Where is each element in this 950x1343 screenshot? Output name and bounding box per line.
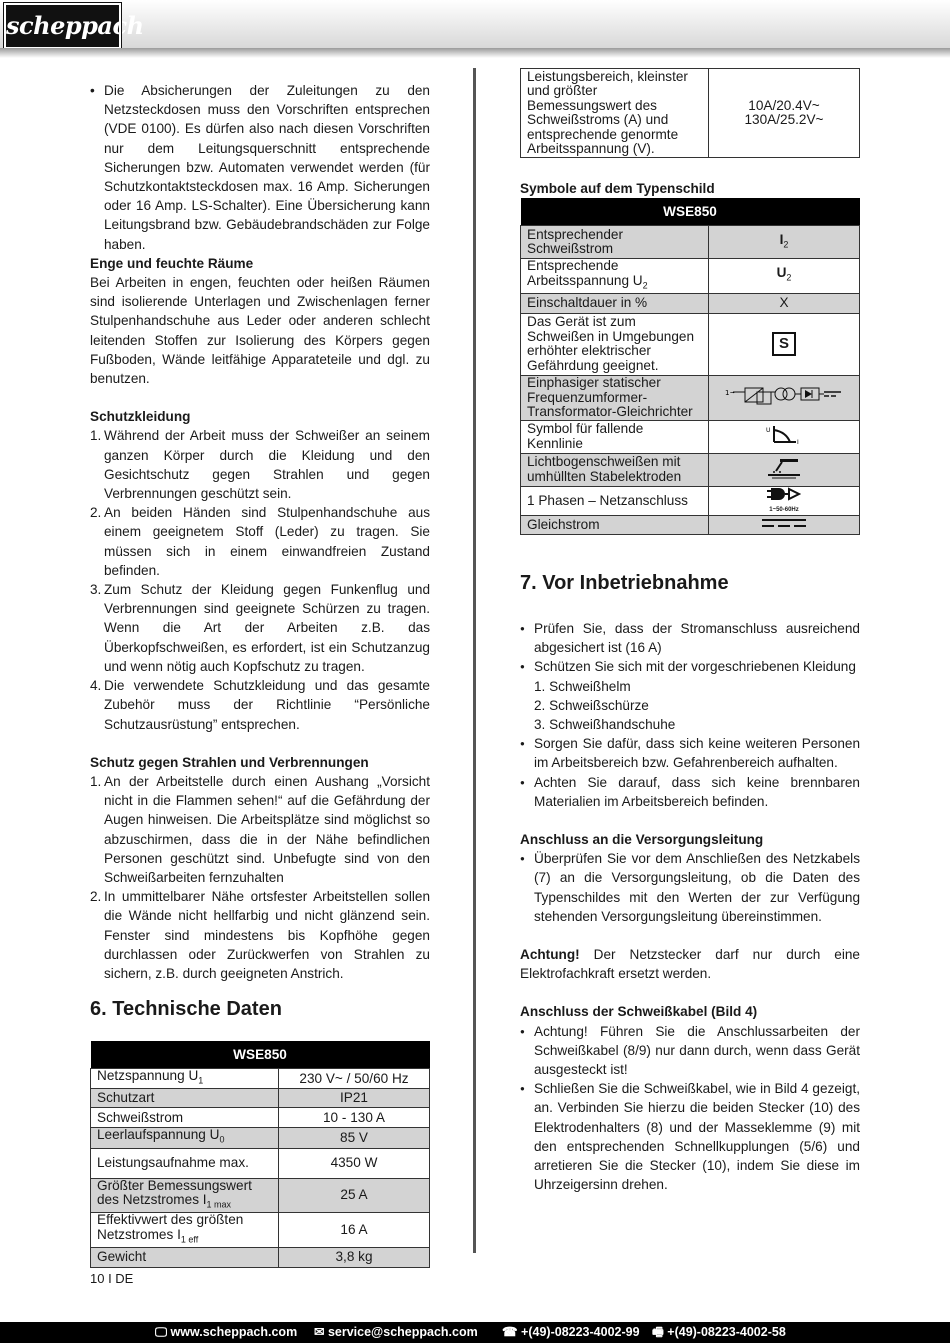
table-cell: 16 A bbox=[279, 1213, 430, 1248]
table-cell: Schweißstrom bbox=[91, 1108, 279, 1128]
list-item: 3. Zum Schutz der Kleidung gegen Funkenflug und Verbrennungen sind geeignete Schürzen zu tragen. Wenn die Art der Arbeiten z.B. das Überkopfschweißen, es erfordert, ist ein Schutzanzug und wenn nötig auch Kopfschutz zu tragen. bbox=[90, 582, 430, 674]
text-achtung: Achtung! Der Netzstecker darf nur durch eine Elektrofachkraft ersetzt werden. bbox=[520, 946, 860, 982]
heading-anschluss: Anschluss an die Versorgungsleitung bbox=[520, 831, 764, 847]
table-header: WSE850 bbox=[521, 198, 860, 226]
list-item: 1. Schweißhelm bbox=[534, 678, 631, 694]
right-column bbox=[520, 68, 860, 1194]
inverter-diagram-icon bbox=[725, 386, 843, 406]
table-cell: 4350 W bbox=[279, 1148, 430, 1178]
svg-text:U: U bbox=[766, 427, 771, 435]
svg-text:I: I bbox=[797, 439, 799, 447]
header-shadow bbox=[0, 48, 950, 58]
table-cell: Entsprechender Schweißstrom bbox=[521, 226, 709, 259]
list-item: ● Überprüfen Sie vor dem Anschließen des Netzkabels (7) an die Versorgungsleitung, ob die Daten des Typenschildes mit den Werten der zur Verfügung stehenden Versorgungsleitung übereinstimmen. bbox=[520, 849, 860, 926]
table-cell: 10A/20.4V~ 130A/25.2V~ bbox=[709, 69, 860, 158]
voltage-symbol: $U_2$ bbox=[709, 259, 860, 294]
heading-symbole: Symbole auf dem Typenschild bbox=[520, 181, 715, 196]
page-number: 10 I DE bbox=[90, 1271, 134, 1286]
list-item: ● Prüfen Sie, dass der Stromanschluss ausreichend abgesichert ist (16 A) bbox=[520, 619, 860, 657]
left-column bbox=[90, 81, 430, 1268]
list-item: 2. Schweißschürze bbox=[534, 697, 649, 713]
heading-strahlen: Schutz gegen Strahlen und Verbrennungen bbox=[90, 754, 369, 770]
table-cell: Schutzart bbox=[91, 1089, 279, 1108]
table-header: WSE850 bbox=[91, 1041, 430, 1069]
list-item: 4. Die verwendete Schutzkleidung und das gesamte Zubehör muss der Richtlinie “Persönliche Schutzausrüstung” entsprechen. bbox=[90, 678, 430, 732]
svg-text:1~: 1~ bbox=[725, 389, 736, 398]
page-footer bbox=[0, 1322, 950, 1343]
table-cell: Lichtbogenschweißen mit umhüllten Stabelektroden bbox=[521, 453, 709, 486]
mains-plug-icon: 1~50-60Hz bbox=[767, 487, 801, 515]
table-cell: 1 Phasen – Netzanschluss bbox=[521, 486, 709, 515]
table-cell: Einphasiger statischer Frequenzumformer-Transformator-Gleichrichter bbox=[521, 375, 709, 420]
symbol-table bbox=[520, 198, 860, 535]
table-cell: 25 A bbox=[279, 1178, 430, 1213]
heading-technische-daten: 6. Technische Daten bbox=[90, 998, 282, 1021]
page-header bbox=[0, 0, 950, 48]
list-item: 1. Während der Arbeit muss der Schweißer an seinem ganzen Körper durch die Kleidung und den Gesichtschutz gegen Strahlen und gegen Verbrennungen geschützt sein. bbox=[90, 428, 430, 502]
tech-data-table bbox=[90, 1041, 430, 1268]
footer-web[interactable]: 🖵 www.scheppach.com bbox=[155, 1325, 298, 1339]
table-cell: 3,8 kg bbox=[279, 1248, 430, 1268]
brand-logo: scheppach bbox=[4, 3, 121, 49]
list-item: ● Achtung! Führen Sie die Anschlussarbeiten der Schweißkabel (8/9) nur dann durch, wenn dass Gerät ausgesteckt ist! bbox=[520, 1022, 860, 1080]
footer-mail[interactable]: ✉ service@scheppach.com bbox=[314, 1325, 478, 1339]
table-cell: Entsprechende Arbeitsspannung $U_2$ bbox=[521, 259, 709, 294]
table-cell: Symbol für fallende Kennlinie bbox=[521, 420, 709, 453]
column-divider bbox=[473, 68, 476, 1253]
table-cell: Netzspannung $U_1$ bbox=[91, 1069, 279, 1089]
text-enge: Bei Arbeiten in engen, feuchten oder heißen Räumen sind isolierende Unterlagen und Zwischenlagen ferner Stulpenhandschuhe aus Leder oder anderen schlecht leitenden Stoffen zur Isolierung des Körpers gegen Fußboden, Wände leitfähige Apparateteile und dgl. zu benutzen. bbox=[90, 275, 430, 387]
table-cell: Größter Bemessungswert des Netzstromes $I_{1 max}$ bbox=[91, 1178, 279, 1213]
table-cell: Gleichstrom bbox=[521, 515, 709, 534]
list-item: ● Sorgen Sie dafür, dass sich keine weiteren Personen im Arbeitsbereich bzw. Gefahrenbereich aufhalten. bbox=[520, 734, 860, 772]
falling-curve-icon bbox=[766, 424, 802, 446]
list-item: 1. An der Arbeitstelle durch einen Aushang „Vorsicht nicht in die Flammen sehen!“ auf die Gefährdung der Augen hinweisen. Die Arbeitsplätze sind möglichst so abzuschirmen, dass die in der Nähe befindlichen Personen geschützt sind. Unbefugte sind von den Schweißarbeiten fernzuhalten bbox=[90, 773, 430, 885]
heading-schweisskabel: Anschluss der Schweißkabel (Bild 4) bbox=[520, 1004, 758, 1020]
list-item: ● Schließen Sie die Schweißkabel, wie in Bild 4 gezeigt, an. Verbinden Sie hierzu die beiden Stecker (10) des Elektrodenhalters (8) und der Masseklemme (9) mit den entsprechenden Schnellkupplungen (5/6) und arretieren Sie die Stecker (10), indem Sie diese im Uhrzeigersinn drehen. bbox=[520, 1079, 860, 1194]
heading-vor-inbetriebnahme: 7. Vor Inbetriebnahme bbox=[520, 571, 729, 594]
table-cell: Das Gerät ist zum Schweißen in Umgebungen erhöhter elektrischer Gefährdung geeignet. bbox=[521, 313, 709, 375]
table-cell: Gewicht bbox=[91, 1248, 279, 1268]
table-cell: Leistungsaufnahme max. bbox=[91, 1148, 279, 1178]
table-cell: 230 V~ / 50/60 Hz bbox=[279, 1069, 430, 1089]
heading-schutzkleidung: Schutzkleidung bbox=[90, 409, 191, 425]
footer-fax: 🖷 +(49)-08223-4002-58 bbox=[652, 1325, 786, 1339]
table-cell: 10 - 130 A bbox=[279, 1108, 430, 1128]
table-cell: Leerlaufspannung $U_0$ bbox=[91, 1128, 279, 1148]
table-cell: Einschaltdauer in % bbox=[521, 293, 709, 313]
list-item: 3. Schweißhandschuhe bbox=[534, 716, 676, 732]
footer-phone: ☎ +(49)-08223-4002-99 bbox=[502, 1325, 640, 1339]
table-cell: Leistungsbereich, kleinster und größter Bemessungswert des Schweißstroms (A) und entsprechende genormte Arbeitsspannung (V). bbox=[521, 69, 709, 158]
table-cell: IP21 bbox=[279, 1089, 430, 1108]
current-symbol: $I_2$ bbox=[709, 226, 860, 259]
bullet-absicherung: • Die Absicherungen der Zuleitungen zu den Netzsteckdosen muss den Vorschriften entsprechen (VDE 0100). Es dürfen also nach diesen Vorschriften nur dem Leitungsquerschnitt entsprechende Sicherungen bzw. Automaten verwendet werden (für Schutzkontaktsteckdosen max. 16 Amp. Sicherungen oder 16 Amp. LS-Schalter). Eine Übersicherung kann Leitungsbrand bzw. Gebäudebrandschäden zur Folge haben. bbox=[90, 81, 430, 254]
list-item: ● Achten Sie darauf, dass sich keine brennbaren Materialien im Arbeitsbereich befinden. bbox=[520, 773, 860, 811]
list-item: ● Schützen Sie sich mit der vorgeschriebenen Kleidung bbox=[520, 657, 860, 676]
direct-current-icon bbox=[762, 517, 806, 529]
heading-enge: Enge und feuchte Räume bbox=[90, 255, 254, 271]
arc-welding-icon bbox=[766, 457, 802, 479]
duty-cycle-symbol: X bbox=[709, 293, 860, 313]
table-cell: Effektivwert des größten Netzstromes $I_{1 eff}$ bbox=[91, 1213, 279, 1248]
list-item: 2. In ummittelbarer Nähe ortsfester Arbeitstellen sollen die Wände nicht hellfarbig und nicht glänzend sein. Fenster sind mindestens bis Kopfhöhe gegen durchlassen oder Zurückwerfen von Strahlen zu sichern, z.B. durch geeigneten Anstrich. bbox=[90, 889, 430, 981]
range-table bbox=[520, 68, 860, 158]
list-item: 2. An beiden Händen sind Stulpenhandschuhe aus einem geeignetem Stoff (Leder) zu tragen. Sie müssen sich in einem einwandfreien Zustand befinden. bbox=[90, 505, 430, 578]
table-cell: 85 V bbox=[279, 1128, 430, 1148]
s-mark-icon: S bbox=[772, 332, 796, 356]
